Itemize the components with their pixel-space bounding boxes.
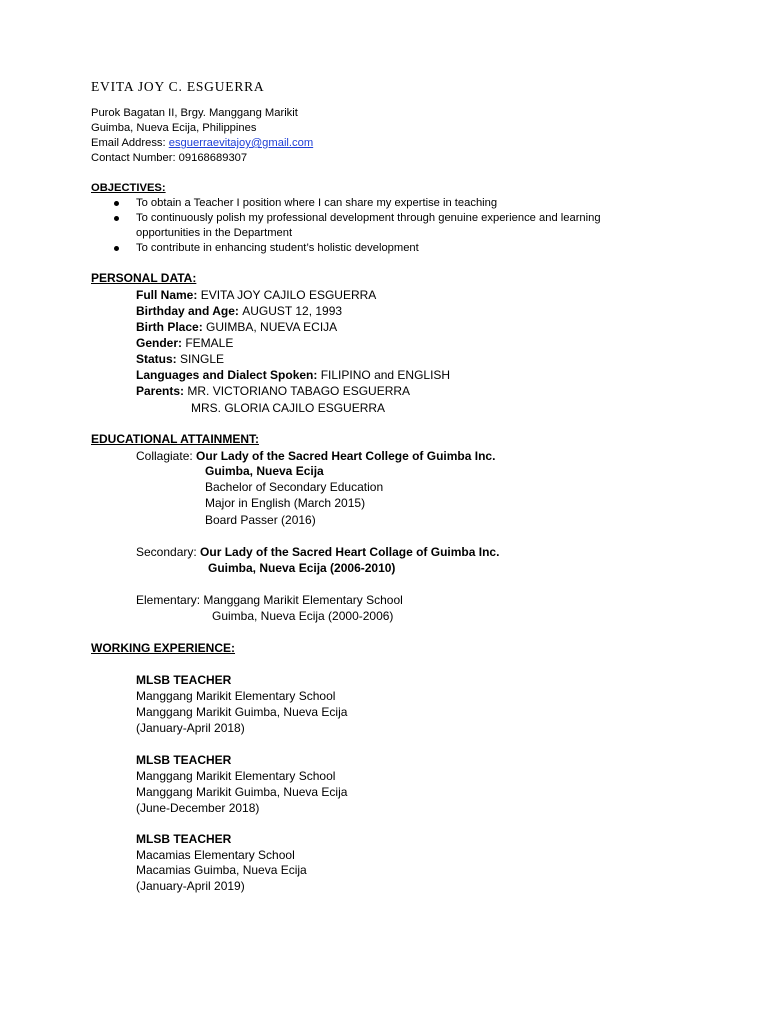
languages-row <box>136 368 450 383</box>
contact-number: Contact Number: 09168689307 <box>91 152 248 164</box>
full-name-label: Full Name: <box>136 288 201 302</box>
languages-value: FILIPINO and ENGLISH <box>320 368 451 382</box>
status-value: SINGLE <box>180 352 225 366</box>
experience-heading: WORKING EXPERIENCE: <box>91 641 236 655</box>
collegiate-board: Board Passer (2016) <box>205 513 316 527</box>
status-label: Status: <box>136 352 181 366</box>
gender-label: Gender: <box>136 336 186 350</box>
birthplace-row <box>136 320 337 335</box>
birthplace-label: Birth Place: <box>136 320 207 334</box>
job-title: MLSB TEACHER <box>136 832 232 846</box>
gender-value: FEMALE <box>185 336 234 350</box>
secondary-place: Guimba, Nueva Ecija (2006-2010) <box>208 561 396 575</box>
parents-label: Parents: <box>136 384 188 398</box>
birthday-row <box>136 304 342 319</box>
languages-label: Languages and Dialect Spoken: <box>136 368 321 382</box>
job-title: MLSB TEACHER <box>136 753 232 767</box>
job-title: MLSB TEACHER <box>136 673 232 687</box>
email-link[interactable]: esguerraevitajoy@gmail.com <box>168 137 314 149</box>
job-school: Macamias Elementary School <box>136 848 295 862</box>
address-line-1: Purok Bagatan II, Brgy. Manggang Marikit <box>91 107 298 119</box>
objective-item: To obtain a Teacher I position where I can share my expertise in teaching <box>136 197 498 209</box>
job-period: (January-April 2019) <box>136 879 245 893</box>
job-period: (January-April 2018) <box>136 721 245 735</box>
elementary-place: Guimba, Nueva Ecija (2000-2006) <box>212 609 394 623</box>
secondary-row <box>136 545 499 560</box>
elementary-label: Elementary: <box>136 593 204 607</box>
job-place: Macamias Guimba, Nueva Ecija <box>136 863 307 877</box>
job-school: Manggang Marikit Elementary School <box>136 689 336 703</box>
full-name-value: EVITA JOY CAJILO ESGUERRA <box>200 288 377 302</box>
bullet-icon <box>114 216 119 221</box>
job-period: (June-December 2018) <box>136 801 260 815</box>
collegiate-label: Collagiate: <box>136 449 197 463</box>
objective-item: To contribute in enhancing student’s holistic development <box>136 242 419 254</box>
job-place: Manggang Marikit Guimba, Nueva Ecija <box>136 705 348 719</box>
bullet-icon <box>114 201 119 206</box>
email-label: Email Address: <box>91 137 169 149</box>
collegiate-place: Guimba, Nueva Ecija <box>205 464 324 478</box>
education-heading: EDUCATIONAL ATTAINMENT: <box>91 432 259 446</box>
job-place: Manggang Marikit Guimba, Nueva Ecija <box>136 785 348 799</box>
birthday-label: Birthday and Age: <box>136 304 243 318</box>
parents-row <box>136 384 410 399</box>
birthday-value: AUGUST 12, 1993 <box>242 304 343 318</box>
parent-mother: MRS. GLORIA CAJILO ESGUERRA <box>191 401 386 415</box>
personal-data-heading: PERSONAL DATA: <box>91 271 197 285</box>
applicant-name: EVITA JOY C. ESGUERRA <box>91 79 265 94</box>
collegiate-degree: Bachelor of Secondary Education <box>205 480 384 494</box>
status-row <box>136 352 224 367</box>
birthplace-value: GUIMBA, NUEVA ECIJA <box>206 320 338 334</box>
objective-item: To continuously polish my professional development through genuine experience and learning <box>136 212 601 224</box>
collegiate-row <box>136 449 495 464</box>
secondary-label: Secondary: <box>136 545 201 559</box>
objectives-heading: OBJECTIVES: <box>91 182 166 194</box>
email-line <box>91 136 313 151</box>
address-line-2: Guimba, Nueva Ecija, Philippines <box>91 122 257 134</box>
full-name-row <box>136 288 376 303</box>
elementary-school: Manggang Marikit Elementary School <box>203 593 403 607</box>
collegiate-school: Our Lady of the Sacred Heart College of Guimba Inc. <box>196 449 496 463</box>
secondary-school: Our Lady of the Sacred Heart Collage of Guimba Inc. <box>200 545 500 559</box>
bullet-icon <box>114 246 119 251</box>
job-school: Manggang Marikit Elementary School <box>136 769 336 783</box>
gender-row <box>136 336 233 351</box>
objective-item-continuation: opportunities in the Department <box>136 227 293 239</box>
collegiate-major: Major in English (March 2015) <box>205 496 366 510</box>
elementary-row <box>136 593 403 608</box>
parent-father: MR. VICTORIANO TABAGO ESGUERRA <box>187 384 411 398</box>
